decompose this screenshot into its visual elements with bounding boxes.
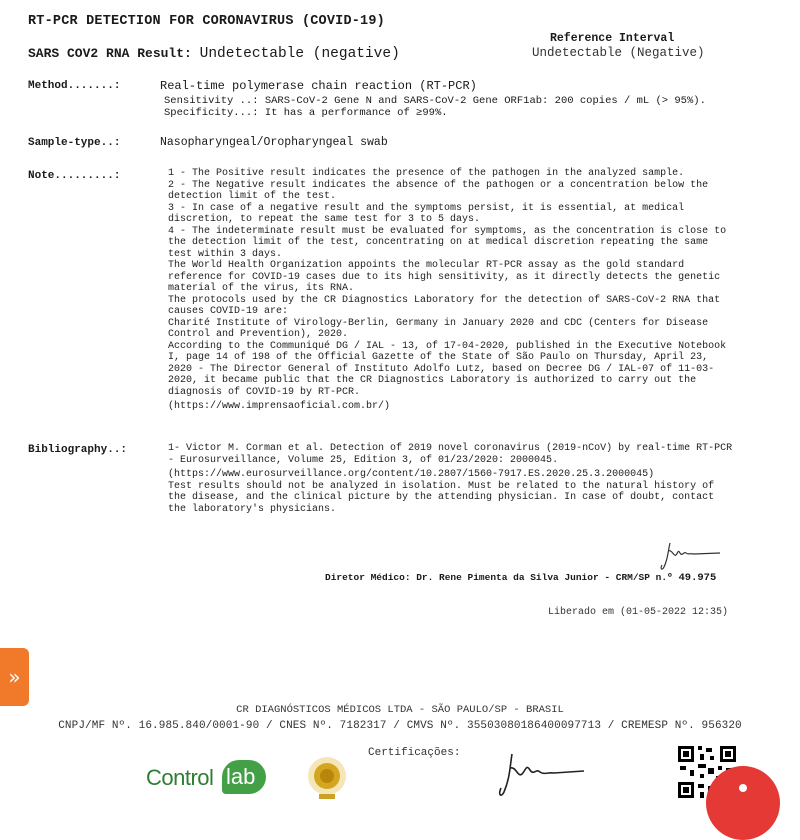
release-timestamp: Liberado em (01-05-2022 12:35) bbox=[548, 607, 729, 618]
sample-type-label: Sample-type..: bbox=[28, 137, 121, 149]
reference-interval-value: Undetectable (Negative) bbox=[532, 46, 705, 60]
bibliography-disclaimer: Test results should not be analyzed in isolation. Must be related to the natural history of the disease, and the clinical picture by the attending physician. In case of doubt, contact the laboratory's physicians. bbox=[168, 480, 715, 515]
method-specificity: Specificity...: It has a performance of ≥99%. bbox=[164, 107, 448, 119]
ona-seal-logo bbox=[306, 756, 348, 800]
sample-type-value: Nasopharyngeal/Oropharyngeal swab bbox=[160, 136, 388, 149]
method-sensitivity: Sensitivity ..: SARS-CoV-2 Gene N and SARS-CoV-2 Gene ORF1ab: 200 copies / mL (> 95%). bbox=[164, 95, 706, 107]
result-label: SARS COV2 RNA Result: bbox=[28, 46, 192, 61]
note-paragraph: 4 - The indeterminate result must be evaluated for symptoms, as the concentration is close to the detection limit of the test, concentrating on at medical discretion repeating the same test within 3 days. bbox=[168, 225, 727, 260]
dot-icon bbox=[739, 784, 747, 792]
controllab-logo bbox=[146, 758, 270, 800]
note-paragraph: Charité Institute of Virology-Berlin, Germany in January 2020 and CDC (Centers for Disease Control and Prevention), 2020. bbox=[168, 317, 709, 340]
document-title: RT-PCR DETECTION FOR CORONAVIRUS (COVID-19) bbox=[28, 14, 385, 29]
company-name: CR DIAGNÓSTICOS MÉDICOS LTDA - SÃO PAULO/SP - BRASIL bbox=[236, 704, 564, 716]
method-details bbox=[164, 95, 706, 119]
director-name: Diretor Médico: Dr. Rene Pimenta da Silva Junior - CRM/SP n.º bbox=[325, 572, 673, 583]
reference-interval-title: Reference Interval bbox=[550, 32, 675, 45]
bibliography-url: (https://www.eurosurveillance.org/content/10.2807/1560-7917.ES.2020.25.3.2000045) bbox=[168, 469, 655, 480]
method-label: Method.......: bbox=[28, 80, 121, 92]
controllab-logo-badge-text: lab bbox=[226, 764, 256, 789]
company-registry: CNPJ/MF Nº. 16.985.840/0001-90 / CNES Nº. 7182317 / CMVS Nº. 35503080186400097713 / CREMESP Nº. 956320 bbox=[58, 720, 742, 732]
note-paragraph: The World Health Organization appoints the molecular RT-PCR assay as the gold standard reference for COVID-19 cases due to its high sensitivity, as it directly detects the genetic material of the virus, its RNA. bbox=[168, 260, 721, 294]
controllab-logo-text: Control bbox=[146, 765, 214, 790]
bibliography-text bbox=[168, 443, 738, 515]
result-line bbox=[28, 46, 400, 62]
note-paragraph: 1 - The Positive result indicates the presence of the pathogen in the analyzed sample. bbox=[168, 168, 685, 179]
note-paragraph: 3 - In case of a negative result and the symptoms persist, it is essential, at medical discretion, to repeat the same test for 3 to 5 days. bbox=[168, 202, 685, 225]
director-signature bbox=[658, 537, 722, 573]
method-value: Real-time polymerase chain reaction (RT-PCR) bbox=[160, 79, 477, 93]
floating-action-button[interactable] bbox=[706, 766, 780, 840]
note-label: Note.........: bbox=[28, 170, 121, 182]
note-paragraph: 2 - The Negative result indicates the absence of the pathogen or a concentration below the detection limit of the test. bbox=[168, 179, 709, 202]
result-value: Undetectable (negative) bbox=[199, 46, 400, 62]
director-line bbox=[325, 572, 716, 584]
controllab-logo-badge bbox=[222, 760, 266, 794]
note-url: (https://www.imprensaoficial.com.br/) bbox=[168, 401, 391, 412]
bibliography-label: Bibliography..: bbox=[28, 444, 128, 456]
note-paragraph: The protocols used by the CR Diagnostics Laboratory for the detection of SARS-CoV-2 RNA that causes COVID-19 are: bbox=[168, 294, 721, 317]
certifications-label: Certificações: bbox=[368, 747, 461, 759]
crm-number: 49.975 bbox=[678, 572, 717, 584]
side-expand-button[interactable] bbox=[0, 648, 29, 706]
certification-signature bbox=[494, 748, 590, 800]
note-paragraph: According to the Communiqué DG / IAL - 13, of 17-04-2020, published in the Executive Notebook I, page 14 of 198 of the Official Gazette of the State of São Paulo on Thursday, April 23, 2020 - The Director General of Instituto Adolfo Lutz, based on Decree DG / IAL-07 of 11-03-2020, it became public that the CR Diagnostics Laboratory is authorized to carry out the diagnosis of COVID-19 by RT-PCR. bbox=[168, 340, 727, 398]
bibliography-reference: 1- Victor M. Corman et al. Detection of 2019 novel coronavirus (2019-nCoV) by real-time RT-PCR - Eurosurveillance, Volume 25, Edition 3, of 01/23/2020: 2000045. bbox=[168, 443, 733, 466]
double-chevron-right-icon: » bbox=[8, 665, 21, 689]
note-text bbox=[168, 168, 738, 413]
